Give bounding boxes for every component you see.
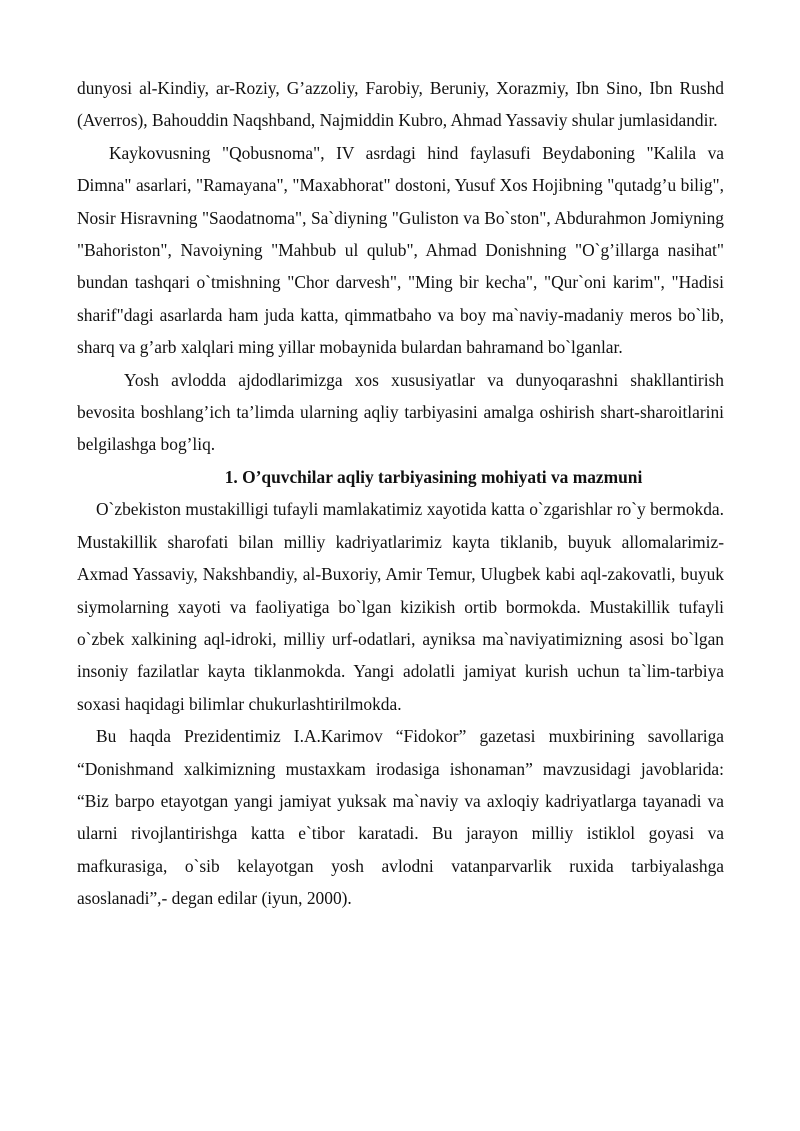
- section-heading: 1. O’quvchilar aqliy tarbiyasining mohiyati va mazmuni: [224, 466, 643, 487]
- paragraph-young-generation: Yosh avlodda ajdodlarimizga xos xususiyatlar va dunyoqarashni shakllantirish bevosita boshlang’ich ta’limda ularning aqliy tarbiyasini amalga oshirish shart-sharoitlarini belgilashga bog’liq.: [77, 369, 724, 455]
- paragraph-scholars: dunyosi al-Kindiy, ar-Roziy, G’azzoliy, Farobiy, Beruniy, Xorazmiy, Ibn Sino, Ibn Rushd (Averros), Bahouddin Naqshband, Najmiddin Kubro, Ahmad Yassaviy shular jumlasidandir.: [77, 78, 724, 131]
- paragraph-president-quote: Bu haqda Prezidentimiz I.A.Karimov “Fidokor” gazetasi muxbirining savollariga “Donishmand xalkimizning mustaxkam irodasiga ishonaman” mavzusidagi javoblarida: “Biz barpo etayotgan yangi jamiyat yuksak ma`naviy va axloqiy kadriyatlarga tayanadi va ularni rivojlantirishga katta e`tibor karatadi. Bu jarayon milliy istiklol goyasi va mafkurasiga, o`sib kelayotgan yosh avlodni vatanparvarlik ruxida tarbiyalashga asoslanadi”,- degan edilar (iyun, 2000).: [77, 726, 724, 909]
- document-page: [77, 72, 724, 915]
- paragraph-independence: O`zbekiston mustakilligi tufayli mamlakatimiz xayotida katta o`zgarishlar ro`y bermokda. Mustakillik sharofati bilan milliy kadriyatlarimiz kayta tiklanib, buyuk allomalarimiz-Axmad Yassaviy, Nakshbandiy, al-Buxoriy, Amir Temur, Ulugbek kabi aql-zakovatli, buyuk siymolarning xayoti va faoliyatiga bo`lgan kizikish ortib bormokda. Mustakillik tufayli o`zbek xalkining aql-idroki, milliy urf-odatlari, ayniksa ma`naviyatimizning asosi bo`lgan insoniy fazilatlar kayta tiklanmokda. Yangi adolatli jamiyat kurish uchun ta`lim-tarbiya soxasi haqidagi bilimlar chukurlashtirilmokda.: [77, 499, 724, 714]
- paragraph-classic-works: Kaykovusning "Qobusnoma", IV asrdagi hind faylasufi Beydaboning "Kalila va Dimna" asarlari, "Ramayana", "Maxabhorat" dostoni, Yusuf Xos Hojibning "qutadg’u bilig", Nosir Hisravning "Saodatnoma", Sa`diyning "Guliston va Bo`ston", Abdurahmon Jomiyning "Bahoriston", Navoiyning "Mahbub ul qulub", Ahmad Donishning "O`g’illarga nasihat" bundan tashqari o`tmishning "Chor darvesh", "Ming bir kecha", "Qur`oni karim", "Hadisi sharif"dagi asarlarda ham juda katta, qimmatbaho va boy ma`naviy-madaniy meros bo`lib, sharq va g’arb xalqlari ming yillar mobaynida bulardan bahramand bo`lganlar.: [77, 142, 724, 358]
